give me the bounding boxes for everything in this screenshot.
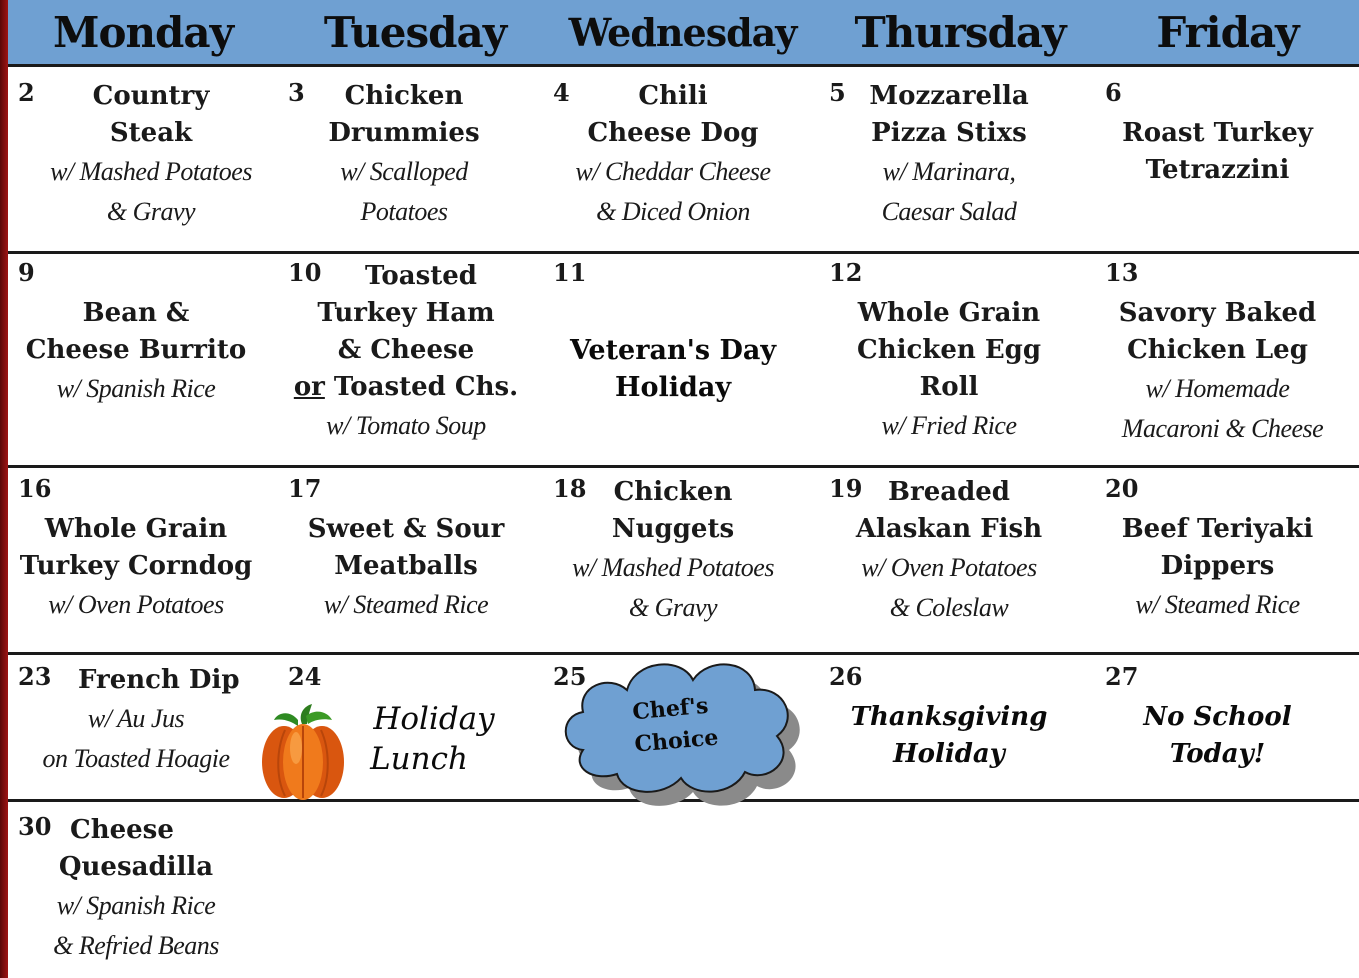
holiday-line: Veteran's Day [569, 335, 777, 366]
menu-cell-5 [829, 78, 1069, 232]
row-divider [8, 64, 1359, 67]
side-line: w/ Au Jus [87, 704, 185, 733]
day-number: 25 [553, 662, 587, 691]
side-line: w/ Tomato Soup [326, 411, 486, 440]
entree-line: Chicken Leg [1127, 335, 1308, 365]
side-line: & Gravy [106, 197, 196, 226]
side-line: Macaroni & Cheese [1121, 414, 1324, 443]
day-number: 6 [1105, 78, 1122, 107]
holiday-line: Holiday [373, 701, 495, 737]
header-tuesday: Tuesday [323, 8, 507, 57]
entree-line [288, 369, 524, 406]
menu-cell-17 [288, 474, 524, 625]
day-number: 9 [18, 258, 35, 287]
side-line: w/ Oven Potatoes [861, 553, 1037, 582]
day-number: 27 [1105, 662, 1139, 691]
side-line: & Coleslaw [889, 593, 1009, 622]
menu-cell-10 [288, 258, 524, 446]
day-number: 4 [553, 78, 570, 107]
entree-line: Beef Teriyaki [1121, 514, 1314, 544]
entree-line: Pizza Stixs [871, 118, 1027, 148]
entree-line: Toasted [365, 261, 477, 291]
day-number: 2 [18, 78, 35, 107]
header-wednesday: Wednesday [568, 10, 797, 55]
entree-line: Country [92, 81, 210, 111]
row-divider [8, 251, 1359, 254]
entree-line: Roast Turkey [1122, 118, 1313, 148]
side-line: & Diced Onion [596, 197, 750, 226]
entree-line: Tetrazzini [1145, 155, 1290, 185]
side-line: w/ Mashed Potatoes [572, 553, 774, 582]
holiday-line: Holiday [614, 372, 732, 403]
menu-cell-6 [1105, 78, 1330, 189]
day-number: 26 [829, 662, 863, 691]
red-side-strip [0, 0, 8, 978]
side-line: w/ Homemade [1145, 374, 1290, 403]
day-number: 20 [1105, 474, 1139, 503]
entree-line: Cheese Burrito [25, 335, 247, 365]
day-number: 5 [829, 78, 846, 107]
side-line: w/ Cheddar Cheese [575, 157, 771, 186]
entree-alt: Toasted Chs. [333, 372, 519, 402]
menu-cell-23 [18, 662, 254, 779]
menu-cell-19 [829, 474, 1069, 628]
side-line: w/ Spanish Rice [56, 374, 216, 403]
entree-line: Turkey Ham [317, 298, 495, 328]
menu-cell-26 [829, 662, 1069, 773]
day-number: 19 [829, 474, 863, 503]
menu-cell-3 [288, 78, 520, 232]
holiday-line: No School [1143, 702, 1292, 732]
entree-line: Bean & [82, 298, 190, 328]
side-line: & Gravy [628, 593, 718, 622]
entree-line: Sweet & Sour [307, 514, 505, 544]
entree-line: Chicken Egg [857, 335, 1041, 365]
entree-line: Roll [919, 372, 979, 402]
entree-line: Breaded [888, 477, 1010, 507]
entree-line: Chicken [344, 81, 464, 111]
menu-cell-30 [18, 812, 254, 966]
side-line: w/ Scalloped [340, 157, 468, 186]
header-friday: Friday [1156, 8, 1299, 57]
entree-line: Meatballs [334, 551, 478, 581]
chefs-choice-cloud [553, 650, 833, 815]
day-number: 13 [1105, 258, 1139, 287]
side-line: w/ Spanish Rice [56, 891, 216, 920]
holiday-line: Today! [1169, 739, 1266, 769]
cloud-line-1: Chef's [631, 692, 710, 726]
menu-cell-27 [1105, 662, 1330, 773]
side-line: & Refried Beans [53, 931, 219, 960]
entree-line: Nuggets [611, 514, 735, 544]
menu-cell-2 [18, 78, 284, 232]
day-number: 23 [18, 662, 52, 691]
entree-line: & Cheese [337, 335, 475, 365]
menu-cell-18 [553, 474, 793, 628]
menu-cell-20 [1105, 474, 1330, 625]
entree-line: Cheese [70, 815, 174, 845]
holiday-line: Thanksgiving [850, 702, 1048, 732]
day-number: 11 [553, 258, 587, 287]
day-number: 12 [829, 258, 863, 287]
menu-cell-12 [829, 258, 1069, 446]
header-thursday: Thursday [854, 8, 1066, 57]
day-number: 16 [18, 474, 52, 503]
entree-line: Drummies [328, 118, 480, 148]
side-line: w/ Fried Rice [881, 411, 1017, 440]
holiday-line: Holiday [893, 739, 1005, 769]
day-number: 17 [288, 474, 322, 503]
row-divider [8, 465, 1359, 468]
day-number: 3 [288, 78, 305, 107]
entree-line: Cheese Dog [587, 118, 759, 148]
entree-line: French Dip [78, 665, 240, 695]
side-line: Potatoes [360, 197, 448, 226]
side-line: w/ Steamed Rice [1135, 590, 1300, 619]
entree-line: Alaskan Fish [855, 514, 1043, 544]
or-word: or [293, 372, 325, 402]
menu-cell-13 [1105, 258, 1330, 449]
entree-line: Quesadilla [58, 852, 214, 882]
menu-cell-4 [553, 78, 793, 232]
entree-line: Mozzarella [869, 81, 1029, 111]
side-line: w/ Mashed Potatoes [50, 157, 252, 186]
day-number: 18 [553, 474, 587, 503]
entree-line: Savory Baked [1118, 298, 1317, 328]
side-line: w/ Marinara, [882, 157, 1016, 186]
entree-line: Whole Grain [857, 298, 1041, 328]
day-number: 24 [288, 662, 322, 691]
side-line: on Toasted Hoagie [42, 744, 230, 773]
header-monday: Monday [52, 8, 234, 57]
pumpkin-icon [258, 700, 348, 805]
menu-cell-16 [18, 474, 254, 625]
entree-line: Dippers [1160, 551, 1275, 581]
cloud-line-2: Choice [633, 724, 720, 758]
side-line: w/ Oven Potatoes [48, 590, 224, 619]
side-line: Caesar Salad [881, 197, 1017, 226]
entree-line: Steak [109, 118, 193, 148]
day-number: 10 [288, 258, 322, 287]
entree-line: Chicken [613, 477, 733, 507]
side-line: w/ Steamed Rice [323, 590, 489, 619]
menu-cell-9 [18, 258, 254, 409]
menu-cell-11 [553, 258, 793, 406]
holiday-line: Lunch [370, 741, 468, 777]
entree-line: Turkey Corndog [19, 551, 253, 581]
entree-line: Whole Grain [44, 514, 228, 544]
day-number: 30 [18, 812, 52, 841]
entree-line: Chili [638, 81, 708, 111]
